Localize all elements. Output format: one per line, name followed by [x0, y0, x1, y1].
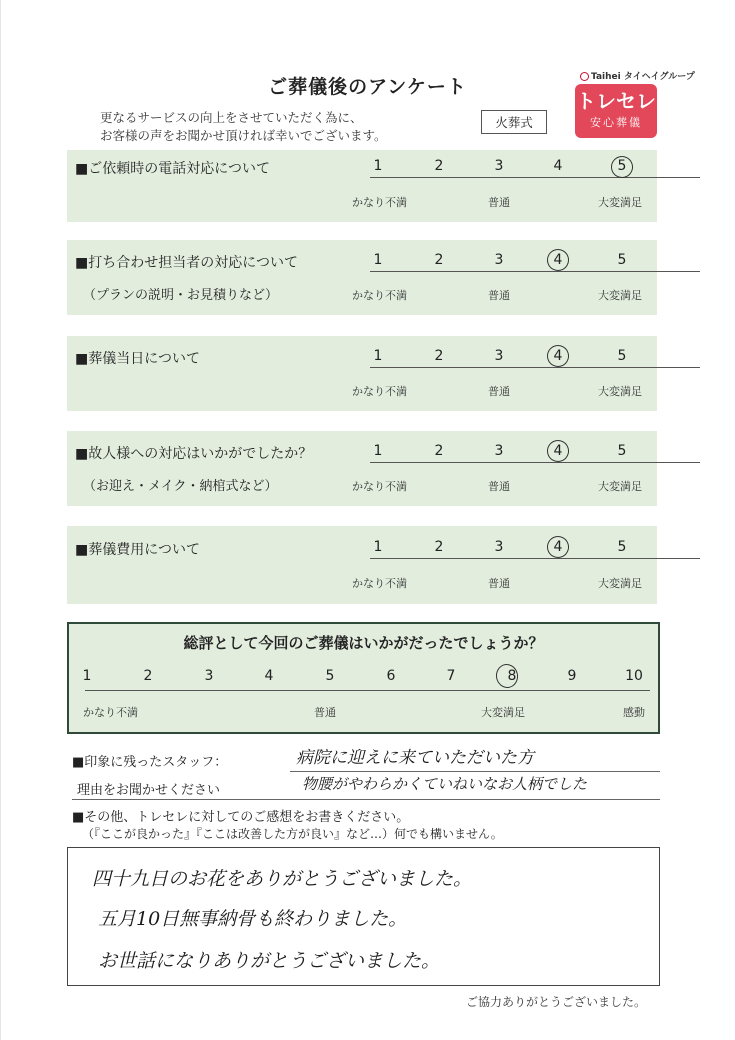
scale-high-label: 大変満足 [598, 385, 642, 398]
rating-option-3[interactable]: 3 [494, 158, 504, 174]
overall-option-4[interactable]: 4 [264, 668, 274, 684]
question-sublabel: （プランの説明・お見積りなど） [83, 288, 279, 303]
rating-line [370, 367, 700, 368]
rating-option-5[interactable]: 5 [617, 158, 627, 174]
other-hint: （『ここが良かった』『ここは改善した方が良い』など…）何でも構いません。 [82, 827, 503, 841]
staff-label: ■印象に残ったスタッフ： [72, 755, 228, 770]
brand-tagline: 安心葬儀 [590, 116, 642, 129]
rating-option-1[interactable]: 1 [373, 443, 383, 459]
scale-low-label: かなり不満 [352, 196, 407, 209]
overall-option-1[interactable]: 1 [82, 668, 92, 684]
rating-option-1[interactable]: 1 [373, 252, 383, 268]
rating-option-1[interactable]: 1 [373, 348, 383, 364]
overall-option-7[interactable]: 7 [446, 668, 456, 684]
question-label: ■ご依頼時の電話対応について [75, 161, 270, 177]
group-logo-text: Taihei タイヘイグループ [591, 72, 695, 82]
question-label: ■打ち合わせ担当者の対応について [75, 255, 298, 271]
rating-option-5[interactable]: 5 [617, 348, 627, 364]
rating-option-5[interactable]: 5 [617, 539, 627, 555]
overall-mid-label: 普通 [314, 706, 336, 719]
staff-answer[interactable]: 病院に迎えに来ていただいた方 [296, 748, 534, 768]
rating-option-2[interactable]: 2 [434, 539, 444, 555]
scale-high-label: 大変満足 [598, 196, 642, 209]
rating-line [370, 558, 700, 559]
thanks-note: ご協力ありがとうございました。 [466, 995, 647, 1009]
overall-option-10[interactable]: 10 [625, 668, 643, 684]
rating-option-2[interactable]: 2 [434, 348, 444, 364]
reason-label: 理由をお聞かせください [77, 783, 221, 798]
overall-high-label: 大変満足 [481, 706, 525, 719]
rating-line [370, 177, 700, 178]
selected-rating-circle [545, 343, 572, 370]
scale-low-label: かなり不満 [352, 289, 407, 302]
rating-option-3[interactable]: 3 [494, 348, 504, 364]
rating-line [370, 462, 700, 463]
question-funeral-day [67, 336, 657, 411]
rating-option-5[interactable]: 5 [617, 443, 627, 459]
overall-option-3[interactable]: 3 [204, 668, 214, 684]
rating-option-4[interactable]: 4 [553, 539, 563, 555]
other-label: ■その他、トレセレに対してのご感想をお書きください。 [72, 810, 410, 825]
question-label: ■葬儀費用について [75, 542, 200, 558]
brand-logo [575, 84, 657, 138]
scale-high-label: 大変満足 [598, 480, 642, 493]
cremation-type-label: 火葬式 [481, 110, 547, 134]
overall-low-label: かなり不満 [83, 706, 138, 719]
selected-rating-circle [545, 247, 572, 274]
question-deceased-care [67, 431, 657, 506]
overall-rating-line [85, 690, 650, 691]
rating-option-2[interactable]: 2 [434, 158, 444, 174]
scale-high-label: 大変満足 [598, 577, 642, 590]
overall-selected-circle [494, 662, 520, 689]
rating-option-4[interactable]: 4 [553, 348, 563, 364]
rating-line [370, 271, 700, 272]
scale-mid-label: 普通 [488, 385, 510, 398]
rating-option-1[interactable]: 1 [373, 158, 383, 174]
overall-question: 総評として今回のご葬儀はいかがだったでしょうか？ [183, 634, 544, 652]
question-funeral-cost [67, 526, 657, 604]
reason-answer-line [72, 799, 660, 800]
overall-option-2[interactable]: 2 [143, 668, 153, 684]
rating-option-5[interactable]: 5 [617, 252, 627, 268]
overall-option-9[interactable]: 9 [567, 668, 577, 684]
rating-option-2[interactable]: 2 [434, 252, 444, 268]
question-staff-meeting [67, 240, 657, 315]
overall-option-8[interactable]: 8 [507, 668, 517, 684]
rating-option-4[interactable]: 4 [553, 443, 563, 459]
rating-option-4[interactable]: 4 [553, 158, 563, 174]
intro-line-1: 更なるサービスの向上をさせていただく為に、 [100, 110, 363, 125]
scale-low-label: かなり不満 [352, 480, 407, 493]
question-phone-response [67, 150, 657, 222]
scale-mid-label: 普通 [488, 480, 510, 493]
question-label: ■葬儀当日について [75, 351, 200, 367]
rating-option-2[interactable]: 2 [434, 443, 444, 459]
survey-title: ご葬儀後のアンケート [268, 76, 467, 98]
comment-line-2: 五月10日無事納骨も終わりました。 [98, 908, 408, 930]
scale-low-label: かなり不満 [352, 577, 407, 590]
rating-option-4[interactable]: 4 [553, 252, 563, 268]
comment-line-1: 四十九日のお花をありがとうございました。 [92, 868, 473, 890]
selected-rating-circle [545, 534, 572, 561]
group-logo [580, 69, 695, 82]
scale-mid-label: 普通 [488, 577, 510, 590]
rating-option-3[interactable]: 3 [494, 539, 504, 555]
overall-top-label: 感動 [623, 706, 645, 719]
comment-line-3: お世話になりありがとうございました。 [98, 950, 441, 972]
question-sublabel: （お迎え・メイク・納棺式など） [83, 479, 278, 494]
taihei-mark-icon [580, 72, 589, 81]
overall-option-6[interactable]: 6 [386, 668, 396, 684]
overall-option-5[interactable]: 5 [325, 668, 335, 684]
staff-answer-line [290, 771, 660, 772]
overall-evaluation [67, 622, 660, 734]
rating-option-1[interactable]: 1 [373, 539, 383, 555]
rating-option-3[interactable]: 3 [494, 443, 504, 459]
brand-name: トレセレ [576, 89, 656, 113]
selected-rating-circle [545, 438, 572, 465]
rating-option-3[interactable]: 3 [494, 252, 504, 268]
reason-answer[interactable]: 物腰がやわらかくていねいなお人柄でした [302, 775, 588, 793]
scale-low-label: かなり不満 [352, 385, 407, 398]
intro-line-2: お客様の声をお聞かせ頂ければ幸いでございます。 [100, 128, 387, 143]
question-label: ■故人様への対応はいかがでしたか？ [75, 446, 313, 462]
comment-box[interactable] [67, 847, 660, 986]
scale-mid-label: 普通 [488, 289, 510, 302]
scale-mid-label: 普通 [488, 196, 510, 209]
scale-high-label: 大変満足 [598, 289, 642, 302]
